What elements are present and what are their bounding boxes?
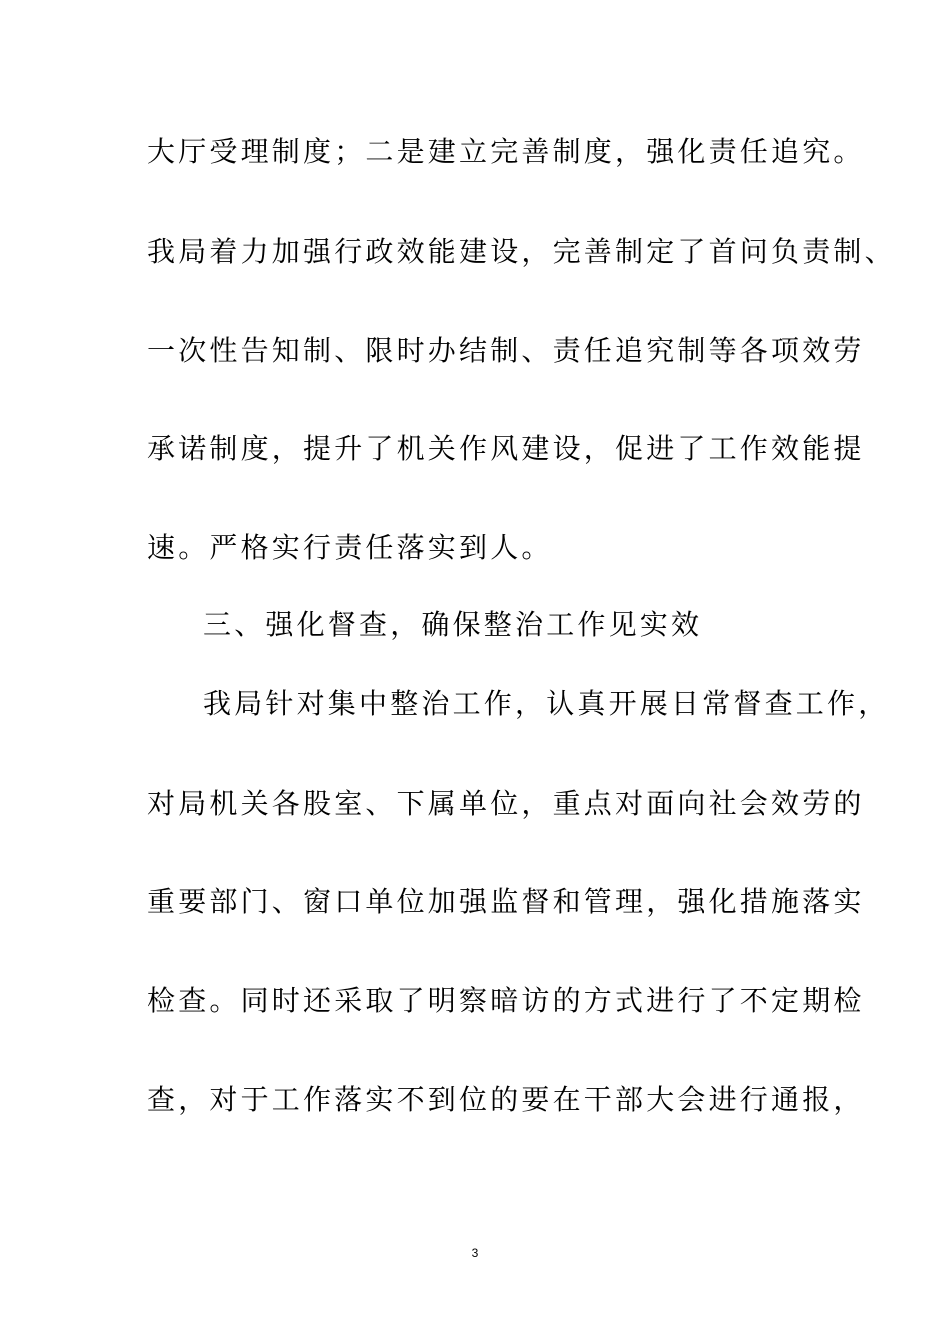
text-line-10: 检查。同时还采取了明察暗访的方式进行了不定期检 bbox=[147, 984, 865, 1017]
text-line-1: 大厅受理制度；二是建立完善制度，强化责任追究。 bbox=[147, 135, 865, 168]
text-line-7: 我局针对集中整治工作，认真开展日常督查工作， bbox=[203, 687, 890, 720]
section-heading: 三、强化督查，确保整治工作见实效 bbox=[203, 608, 703, 641]
text-line-5: 速。严格实行责任落实到人。 bbox=[147, 531, 553, 564]
text-line-3: 一次性告知制、限时办结制、责任追究制等各项效劳 bbox=[147, 334, 865, 367]
text-line-9: 重要部门、窗口单位加强监督和管理，强化措施落实 bbox=[147, 885, 865, 918]
text-line-8: 对局机关各股室、下属单位，重点对面向社会效劳的 bbox=[147, 787, 865, 820]
text-line-11: 查，对于工作落实不到位的要在干部大会进行通报， bbox=[147, 1083, 865, 1116]
text-line-2: 我局着力加强行政效能建设，完善制定了首问负责制、 bbox=[147, 235, 896, 268]
text-line-4: 承诺制度，提升了机关作风建设，促进了工作效能提 bbox=[147, 432, 865, 465]
page-number: 3 bbox=[471, 1246, 479, 1260]
